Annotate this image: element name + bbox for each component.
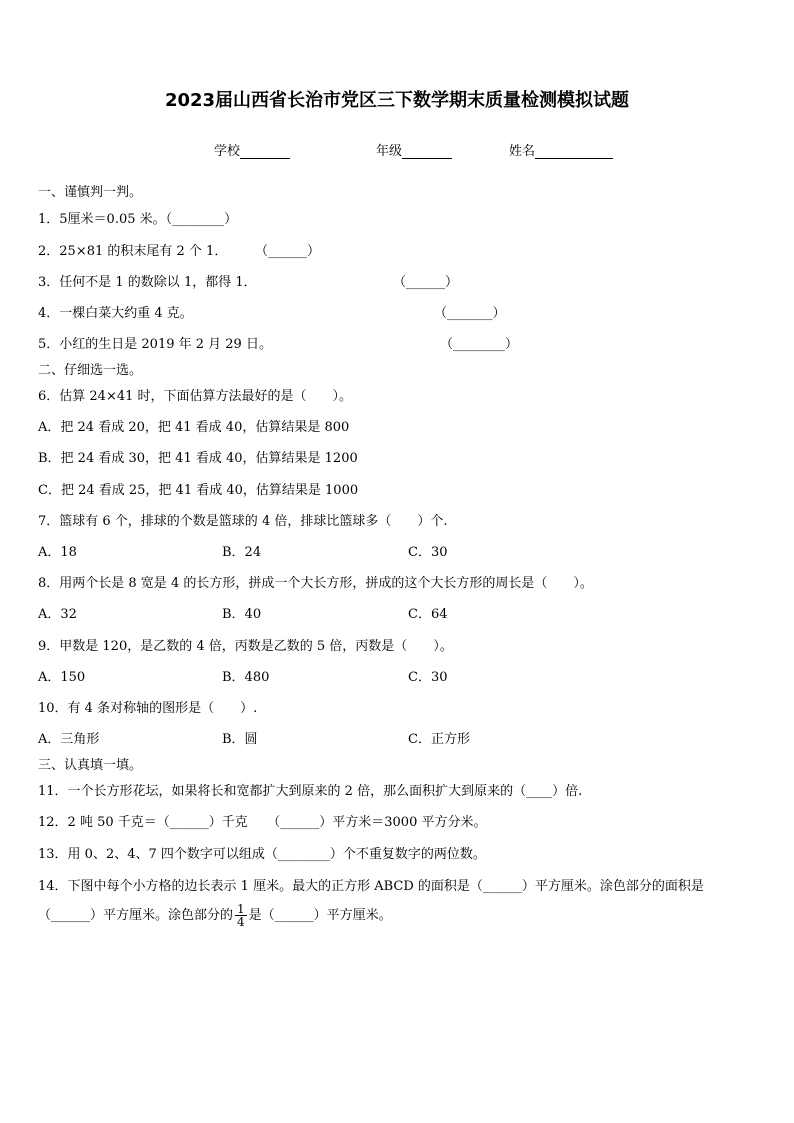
question-8: 8．用两个长是 8 宽是 4 的长方形，拼成一个大长方形，拼成的这个大长方形的周长是（ ）。 xyxy=(38,576,593,591)
fraction-denominator: 4 xyxy=(237,915,245,929)
grade-field xyxy=(376,140,452,159)
question-10: 10．有 4 条对称轴的图形是（ ）. xyxy=(38,701,258,716)
school-label: 学校 xyxy=(214,144,241,159)
name-label: 姓名 xyxy=(509,144,536,159)
option-10a: A．三角形 xyxy=(38,732,100,747)
answer-paren-5[interactable]: （________） xyxy=(440,337,519,352)
question-9: 9．甲数是 120，是乙数的 4 倍，丙数是乙数的 5 倍，丙数是（ ）。 xyxy=(38,639,453,654)
question-14-text-b: 是（______）平方厘米。 xyxy=(248,908,392,923)
question-14-text-a: （______）平方厘米。涂色部分的 xyxy=(38,908,234,923)
option-7b: B．24 xyxy=(222,545,262,560)
option-10c: C．正方形 xyxy=(408,732,470,747)
question-14-line-2 xyxy=(38,902,392,930)
question-14-line-1: 14．下图中每个小方格的边长表示 1 厘米。最大的正方形 ABCD 的面积是（______）平方厘米。涂色部分的面积是 xyxy=(38,879,704,894)
question-5: 5．小红的生日是 2019 年 2 月 29 日。 xyxy=(38,337,272,352)
question-7: 7．篮球有 6 个，排球的个数是篮球的 4 倍，排球比篮球多（ ）个. xyxy=(38,514,448,529)
fraction-numerator: 1 xyxy=(237,902,245,916)
option-6c: C．把 24 看成 25，把 41 看成 40，估算结果是 1000 xyxy=(38,483,359,498)
option-9b: B．480 xyxy=(222,670,270,685)
question-4: 4．一棵白菜大约重 4 克。 xyxy=(38,306,193,321)
question-2: 2．25×81 的积末尾有 2 个 1． xyxy=(38,244,228,259)
answer-paren-2[interactable]: （______） xyxy=(255,244,321,259)
answer-paren-3[interactable]: （______） xyxy=(393,275,459,290)
question-6: 6．估算 24×41 时，下面估算方法最好的是（ ）。 xyxy=(38,389,353,404)
school-field xyxy=(214,140,290,159)
option-9a: A．150 xyxy=(38,670,86,685)
answer-paren-4[interactable]: （_______） xyxy=(434,306,506,321)
option-7a: A．18 xyxy=(38,545,77,560)
name-field xyxy=(509,140,613,159)
school-blank[interactable] xyxy=(240,144,290,159)
section-judge: 一、谨慎判一判。 xyxy=(38,185,143,200)
question-12: 12．2 吨 50 千克＝（______）千克 （______）平方米＝3000 平方分米。 xyxy=(38,815,487,830)
question-3: 3．任何不是 1 的数除以 1，都得 1． xyxy=(38,275,257,290)
grade-blank[interactable] xyxy=(402,144,452,159)
option-6b: B．把 24 看成 30，把 41 看成 40，估算结果是 1200 xyxy=(38,451,358,466)
page-title: 2023届山西省长治市党区三下数学期末质量检测模拟试题 xyxy=(164,90,630,111)
question-11: 11．一个长方形花坛，如果将长和宽都扩大到原来的 2 倍，那么面积扩大到原来的（____）倍. xyxy=(38,784,583,799)
option-6a: A．把 24 看成 20，把 41 看成 40，估算结果是 800 xyxy=(38,420,350,435)
question-13: 13．用 0、2、4、7 四个数字可以组成（________）个不重复数字的两位数。 xyxy=(38,847,486,862)
section-choose: 二、仔细选一选。 xyxy=(38,363,143,378)
section-fill: 三、认真填一填。 xyxy=(38,758,143,773)
name-blank[interactable] xyxy=(535,144,613,159)
option-8a: A．32 xyxy=(38,607,77,622)
option-10b: B．圆 xyxy=(222,732,258,747)
fraction-one-quarter xyxy=(235,903,247,928)
option-9c: C．30 xyxy=(408,670,448,685)
option-8b: B．40 xyxy=(222,607,262,622)
question-1: 1．5厘米＝0.05 米。（________） xyxy=(38,212,238,227)
option-8c: C．64 xyxy=(408,607,448,622)
grade-label: 年级 xyxy=(376,144,403,159)
option-7c: C．30 xyxy=(408,545,448,560)
